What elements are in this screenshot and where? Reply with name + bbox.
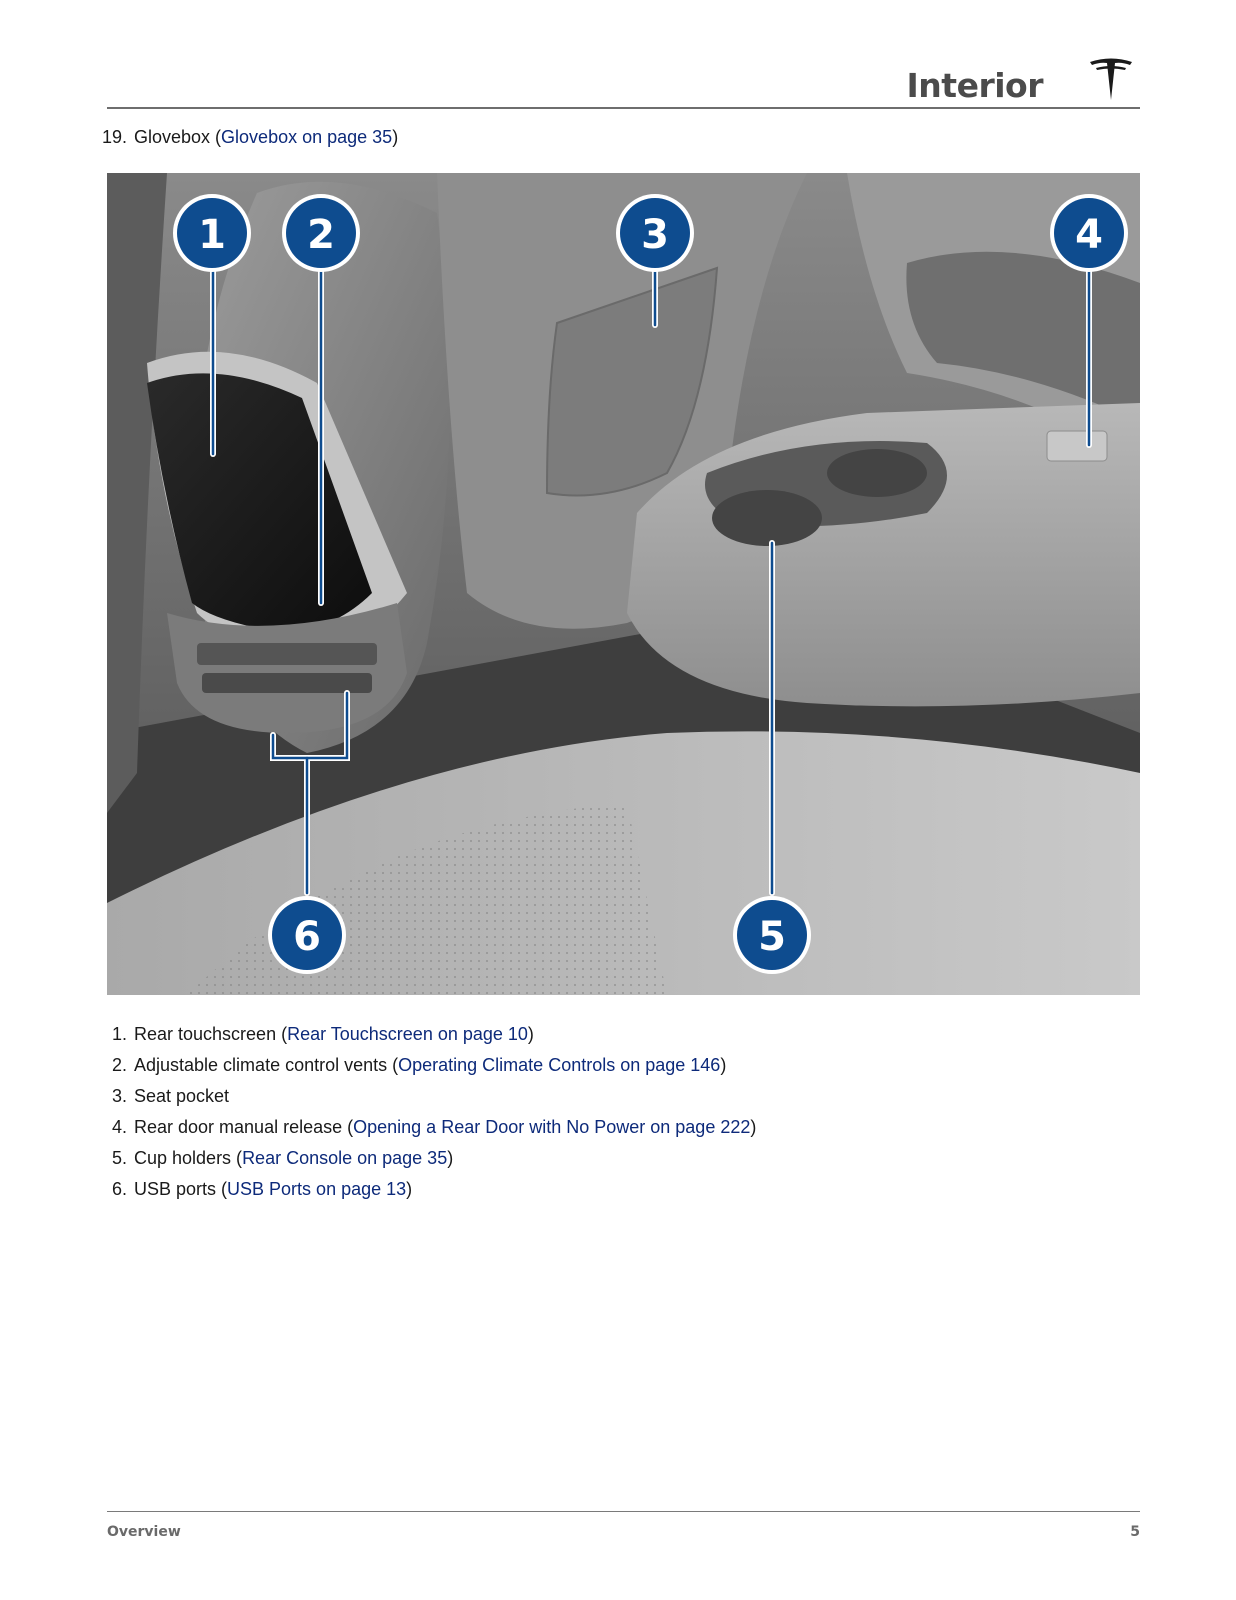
callout-4-label: 4 xyxy=(1075,212,1103,258)
callout-2-label: 2 xyxy=(307,212,335,258)
item-number: 3. xyxy=(111,1086,127,1106)
list-item-usb-ports xyxy=(107,1178,412,1200)
item-number: 4. xyxy=(111,1117,127,1137)
item-text: Seat pocket xyxy=(134,1086,230,1106)
list-item-seat-pocket xyxy=(107,1085,229,1107)
rear-touchscreen-link[interactable]: Rear Touchscreen on page 10 xyxy=(287,1024,528,1044)
item-number: 5. xyxy=(111,1148,127,1168)
item-number: 6. xyxy=(111,1179,127,1199)
header-divider xyxy=(107,107,1140,109)
list-item-glovebox xyxy=(97,126,398,148)
item-text: Cup holders ( xyxy=(134,1148,243,1168)
callout-3-label: 3 xyxy=(641,212,669,258)
item-close: ) xyxy=(447,1148,454,1168)
rear-console-link[interactable]: Rear Console on page 35 xyxy=(242,1148,448,1168)
callout-6-label: 6 xyxy=(293,914,321,960)
list-item-climate-vents xyxy=(107,1054,726,1076)
list-item-door-release xyxy=(107,1116,756,1138)
item-close: ) xyxy=(406,1179,413,1199)
item-close: ) xyxy=(392,127,399,147)
climate-controls-link[interactable]: Operating Climate Controls on page 146 xyxy=(398,1055,721,1075)
item-close: ) xyxy=(527,1024,534,1044)
tesla-logo-icon xyxy=(1088,56,1134,102)
callout-4 xyxy=(1050,194,1128,272)
callout-5-label: 5 xyxy=(758,914,786,960)
item-text: Rear door manual release ( xyxy=(134,1117,354,1137)
item-close: ) xyxy=(750,1117,757,1137)
rear-interior-illustration xyxy=(107,173,1140,995)
item-number: 1. xyxy=(111,1024,127,1044)
item-number: 2. xyxy=(111,1055,127,1075)
item-text: Glovebox ( xyxy=(134,127,222,147)
callout-3 xyxy=(616,194,694,272)
item-number: 19. xyxy=(101,127,127,147)
rear-interior-figure xyxy=(107,173,1140,995)
page-title: Interior xyxy=(906,66,1043,105)
glovebox-link[interactable]: Glovebox on page 35 xyxy=(221,127,393,147)
callout-1 xyxy=(173,194,251,272)
list-item-rear-touchscreen xyxy=(107,1023,534,1045)
item-text: Adjustable climate control vents ( xyxy=(134,1055,399,1075)
list-item-cup-holders xyxy=(107,1147,453,1169)
item-text: USB ports ( xyxy=(134,1179,228,1199)
callout-1-label: 1 xyxy=(198,212,226,258)
usb-ports-link[interactable]: USB Ports on page 13 xyxy=(227,1179,407,1199)
item-close: ) xyxy=(720,1055,727,1075)
callout-6 xyxy=(268,896,346,974)
footer-section-name: Overview xyxy=(107,1524,181,1540)
item-text: Rear touchscreen ( xyxy=(134,1024,288,1044)
rear-door-no-power-link[interactable]: Opening a Rear Door with No Power on page 222 xyxy=(353,1117,751,1137)
footer-divider xyxy=(107,1511,1140,1512)
callout-5 xyxy=(733,896,811,974)
page-number: 5 xyxy=(1130,1524,1140,1540)
callout-2 xyxy=(282,194,360,272)
